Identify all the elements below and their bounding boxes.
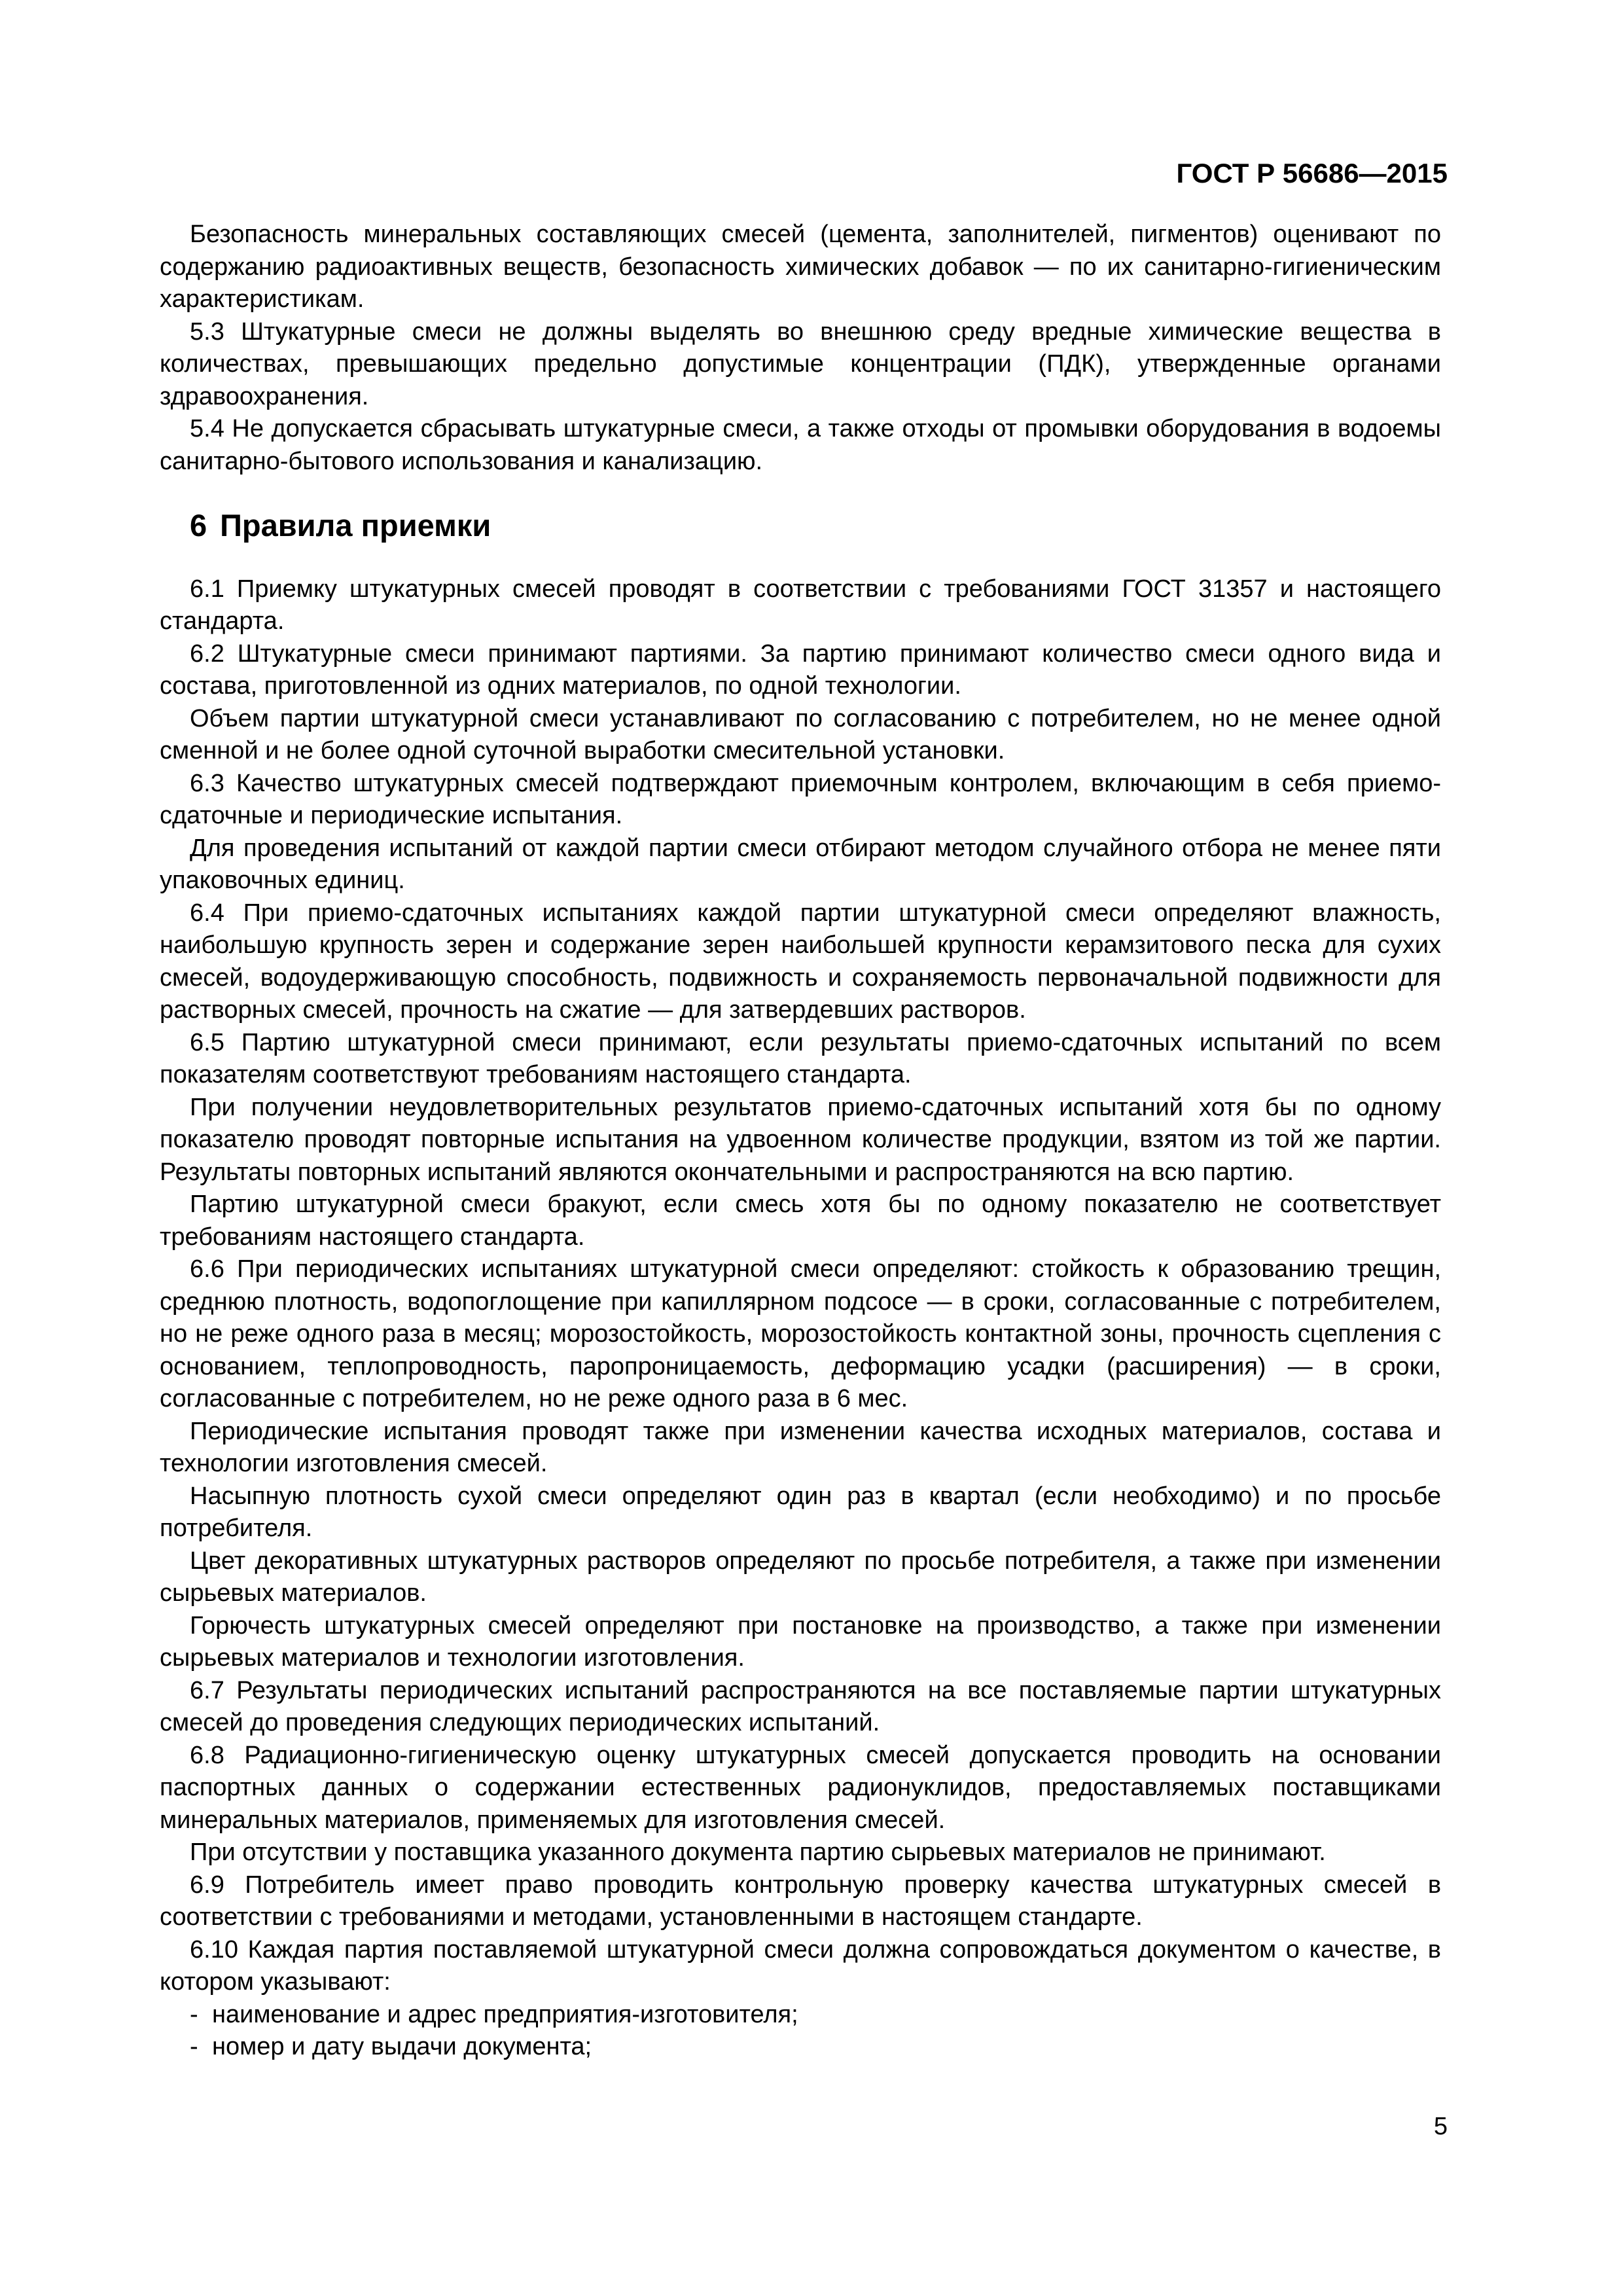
paragraph-sampling: Для проведения испытаний от каждой партии смеси отбирают методом случайного отбора не менее пяти упаковочных единиц.: [160, 834, 1441, 895]
paragraph-safety-components: Безопасность минеральных составляющих смесей (цемента, заполнителей, пигментов) оценивают по содержанию радиоактивных веществ, безопасность химических добавок — по их санитарно-гигиеническим характеристикам.: [160, 221, 1441, 313]
paragraph-color: Цвет декоративных штукатурных растворов определяют по просьбе потребителя, а также при изменении сырьевых материалов.: [160, 1547, 1441, 1607]
section-heading: [160, 504, 1441, 547]
paragraph-reject: Партию штукатурной смеси бракуют, если смесь хотя бы по одному показателю не соответствует требованиям настоящего стандарта.: [160, 1191, 1441, 1251]
paragraph-6-10: 6.10 Каждая партия поставляемой штукатурной смеси должна сопровождаться документом о качестве, в котором указывают:: [160, 1935, 1441, 1996]
paragraph-6-8: 6.8 Радиационно-гигиеническую оценку штукатурных смесей допускается проводить на основании паспортных данных о содержании естественных радионуклидов, предоставляемых поставщиками минеральных материалов, применяемых для изготовления смесей.: [160, 1741, 1441, 1834]
list-item-text: номер и дату выдачи документа;: [212, 2033, 592, 2061]
paragraph-no-document: При отсутствии у поставщика указанного документа партию сырьевых материалов не принимают.: [190, 1839, 1326, 1867]
list-item: [160, 2031, 1441, 2064]
paragraph-6-5: 6.5 Партию штукатурной смеси принимают, если результаты приемо-сдаточных испытаний по всем показателям соответствуют требованиям настоящего стандарта.: [160, 1028, 1441, 1089]
paragraph-6-1: 6.1 Приемку штукатурных смесей проводят в соответствии с требованиями ГОСТ 31357 и настоящего стандарта.: [160, 575, 1441, 636]
paragraph-6-6: 6.6 При периодических испытаниях штукатурной смеси определяют: стойкость к образованию трещин, среднюю плотность, водопоглощение при капиллярном подсосе — в сроки, согласованные с потребителем, но не реже одного раза в месяц; морозостойкость, морозостойкость контактной зоны, прочность сцепления с основанием, теплопроводность, паропроницаемость, деформацию усадки (расширения) — в сроки, согласованные с потребителем, но не реже одного раза в 6 мес.: [160, 1255, 1441, 1413]
list-bullet: -: [190, 2033, 198, 2061]
paragraph-periodic-change: Периодические испытания проводят также при изменении качества исходных материалов, состава и технологии изготовления смесей.: [160, 1417, 1441, 1478]
page-body: [160, 219, 1441, 2064]
document-code-header: ГОСТ Р 56686—2015: [1176, 158, 1448, 188]
paragraph-retest: При получении неудовлетворительных результатов приемо-сдаточных испытаний хотя бы по одному показателю проводят повторные испытания на удвоенном количестве продукции, взятом из той же партии. Результаты повторных испытаний являются окончательными и распространяются на всю партию.: [160, 1093, 1441, 1186]
paragraph-6-3: 6.3 Качество штукатурных смесей подтверждают приемочным контролем, включающим в себя приемо-сдаточные и периодические испытания.: [160, 769, 1441, 830]
paragraph-6-2: 6.2 Штукатурные смеси принимают партиями. За партию принимают количество смеси одного вида и состава, приготовленной из одних материалов, по одной технологии.: [160, 639, 1441, 700]
list-bullet: -: [190, 2000, 198, 2028]
paragraph-batch-volume: Объем партии штукатурной смеси устанавливают по согласованию с потребителем, но не менее одной сменной и не более одной суточной выработки смесительной установки.: [160, 704, 1441, 765]
paragraph-5-4: 5.4 Не допускается сбрасывать штукатурные смеси, а также отходы от промывки оборудования в водоемы санитарно-бытового использования и канализацию.: [160, 415, 1441, 475]
paragraph-flammability: Горючесть штукатурных смесей определяют при постановке на производство, а также при изменении сырьевых материалов и технологии изготовления.: [160, 1611, 1441, 1672]
section-number: 6: [190, 508, 207, 543]
page-number: 5: [1433, 2113, 1448, 2140]
list-item-text: наименование и адрес предприятия-изготовителя;: [212, 2000, 798, 2028]
paragraph-6-7: 6.7 Результаты периодических испытаний распространяются на все поставляемые партии штукатурных смесей до проведения следующих периодических испытаний.: [160, 1676, 1441, 1737]
paragraph-5-3: 5.3 Штукатурные смеси не должны выделять во внешнюю среду вредные химические вещества в количествах, превышающих предельно допустимые концентрации (ПДК), утвержденные органами здравоохранения.: [160, 317, 1441, 410]
section-title: Правила приемки: [220, 508, 491, 543]
list-item: [160, 1999, 1441, 2032]
paragraph-6-9: 6.9 Потребитель имеет право проводить контрольную проверку качества штукатурных смесей в соответствии с требованиями и методами, установленными в настоящем стандарте.: [160, 1871, 1441, 1931]
paragraph-6-4: 6.4 При приемо-сдаточных испытаниях каждой партии штукатурной смеси определяют влажность, наибольшую крупность зерен и содержание зерен наибольшей крупности керамзитового песка для сухих смесей, водоудерживающую способность, подвижность и сохраняемость первоначальной подвижности для растворных смесей, прочность на сжатие — для затвердевших растворов.: [160, 899, 1441, 1024]
paragraph-bulk-density: Насыпную плотность сухой смеси определяют один раз в квартал (если необходимо) и по просьбе потребителя.: [160, 1482, 1441, 1543]
